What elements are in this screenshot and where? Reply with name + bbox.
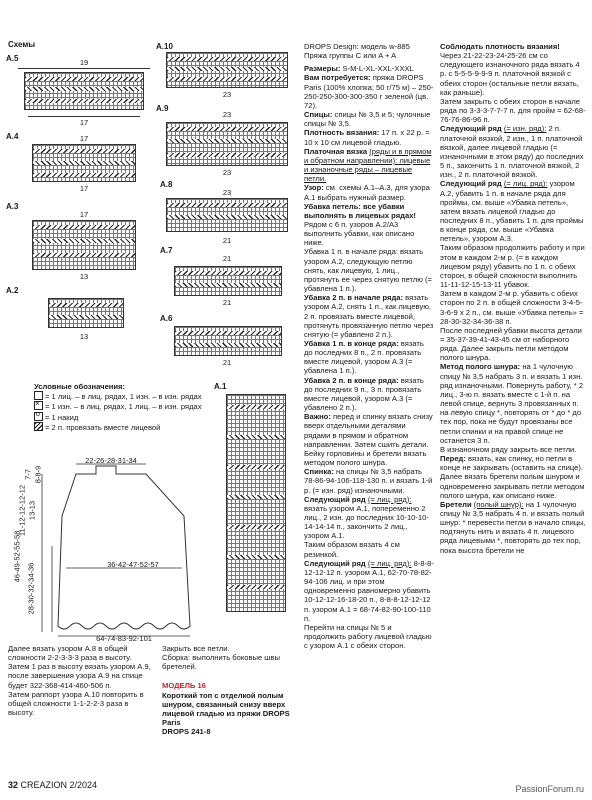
chart-a6 — [160, 314, 294, 370]
model-desc: Короткий топ с отделкой полым шнуром, связанный снизу вверх лицевой гладью из пряжи DROPS Paris — [162, 690, 290, 728]
chart-a3 — [6, 202, 150, 281]
dim-strap-2: 8-8-9 — [33, 465, 43, 484]
chart-width-bottom: 21 — [222, 298, 232, 307]
legend-item: = 1 лиц. – в лиц. рядах, 1 изн. – в изн. рядах — [34, 391, 204, 401]
chart-width-top: 19 — [79, 58, 89, 67]
legend-item: ×= 1 изн. – в лиц. рядах, 1 лиц. – в изн. рядах — [34, 401, 204, 411]
chart-grid — [166, 198, 288, 232]
chart-width-bottom: 17 — [79, 184, 89, 193]
chart-grid — [226, 394, 286, 612]
chart-a5 — [6, 54, 150, 130]
dim-strap: 7-7 — [23, 469, 33, 480]
dim-hem: 64-74-83-92-101 — [96, 634, 152, 643]
chart-a10 — [156, 42, 294, 102]
chart-width-top: 21 — [222, 254, 232, 263]
dim-top-width: 22-26-28-31-34 — [85, 456, 137, 465]
chart-width-bottom: 13 — [79, 332, 89, 341]
chart-label: A.3 — [6, 202, 19, 211]
chart-grid — [32, 144, 136, 182]
chart-a9 — [156, 104, 294, 180]
col1-text: Далее вязать узором A.8 в общей сложности 2-2-3-3-3 раза в высоту. Затем 1 раз в высоту вязать узором A.9, после завершения узора A.9 на спице будет 322-368-414-460-506 п. Затем раппорт узора A.10 повторить в общей сложности 1-1-2-2-3 раза в высоту. — [8, 644, 151, 718]
chart-width-top: 17 — [79, 134, 89, 143]
chart-label: A.8 — [160, 180, 173, 189]
chart-grid — [174, 326, 282, 356]
chart-label: A.2 — [6, 286, 19, 295]
chart-width-bottom: 13 — [79, 272, 89, 281]
chart-label: A.1 — [214, 382, 227, 391]
chart-grid — [166, 122, 288, 166]
chart-a2 — [6, 286, 150, 344]
legend-title: Условные обозначения: — [34, 382, 126, 391]
chart-width-bottom: 21 — [222, 236, 232, 245]
chart-a8 — [160, 180, 294, 248]
chart-width-top: 23 — [222, 188, 232, 197]
dim-armhole-2: 13-13 — [27, 500, 37, 521]
chart-label: A.6 — [160, 314, 173, 323]
chart-grid — [32, 220, 136, 270]
dim-armhole: 11-12-12-12-12 — [17, 484, 27, 537]
chart-grid — [24, 72, 144, 110]
chart-width-bottom: 23 — [222, 90, 232, 99]
chart-label: A.9 — [156, 104, 169, 113]
chart-a1 — [204, 384, 294, 614]
dim-chest: 36-42-47-52-57 — [107, 560, 159, 569]
chart-label: A.7 — [160, 246, 173, 255]
dim-total-height: 46-49-52-55-58 — [12, 530, 22, 583]
chart-grid — [166, 52, 288, 88]
col3-text: DROPS Design: модель w-885 Пряжа группы C или A + A Размеры: S-M-L-XL-XXL-XXXL Вам потребуется: пряжа DROPS Paris (100% хлопка; 50 г/75 м) – 250-250-250-300-300-350 г зеленой (цв. 72). Спицы: спицы № 3,5 и 5; чулочные спицы № 3,5. Плотность вязания: 17 п. х 22 р. = 10 х 10 см лицевой гладью. Платочная вязка (ряды и в прямом и обратном направлении): лицевые и изнаночные ряды – лицевые петли. Узор: см. схемы A.1–A.3, для узора A.1 выбрать нужный размер. Убавка петель: все убавки выполнять в лицевых рядах! Рядом с 6 п. узоров A.2/A3 выполнить убавки, как описано ниже. Убавка 1 п. в начале ряда: вязать узором A.2, следующую петлю снять, как лицевую, 1 лиц., протянуть ее через снятую петлю (= убавлена 1 п.). Убавка 2 п. в начале ряда: вязать узором A.2, снять 1 п., как лицевую, 2 п. провязать вместе лицевой, протянуть провязанную петлю через снятую (= убавлено 2 п.). Убавка 1 п. в конце ряда: вязать до последних 8 п., 2 п. провязать вместе лицевой, узором A.3 (= убавлена 1 п.). Убавка 2 п. в конце ряда: вязать до последних 9 п., 3 п. провязать вместе лицевой, узором A.3 (= убавлено 2 п.). Важно: перед и спинку вязать снизу вверх отдельными деталями рядами в прямом и обратном направлении. Затем сшить детали. Бейку горловины и бретели вязать методом полого шнура. Спинка: на спицы № 3,5 набрать 78-86-94-106-118-130 п. и вязать 1-й р. (= изн. ряд) изнаночными. Следующий ряд (= лиц. ряд): вязать узором A.1, попеременно 2 лиц., 2 изн. до последних 10-10-10-14-14-14 п., закончить 2 лиц., узором A.1. Таким образом вязать 4 см резинкой. Следующий ряд (= лиц. ряд): 8-8-8-12-12-12 п. узором A.1, 62-70-78-82-94-106 лиц. и при этом одновременно равномерно убавить 10-12-12-16-18-20 п., 8-8-8-12-12-12 п. узором A.1 = 68-74-82-90-100-110 п. Перейти на спицы № 5 и продолжить работу лицевой гладью с узором A.1 с обеих сторон. — [304, 42, 434, 651]
chart-width-bottom: 17 — [79, 118, 89, 127]
chart-a7 — [160, 246, 294, 310]
page-footer — [8, 780, 97, 790]
chart-label: A.5 — [6, 54, 19, 63]
col4-text: Соблюдать плотность вязания! Через 21-22-23-24-25-26 см со следующего изнаночного ряда вязать 4 р. с 5-5-5-9-9-9 п. платочной вязкой с обеих сторон (остальные петли вязать, как раньше). Затем закрыть с обеих сторон в начале ряда по 3-3-3-7-7-7 п. для пройм = 62-68-76-76-86-96 п. Следующий ряд (= изн. ряд): 2 п. платочной вязкой, 2 изн., 1 п. платочной вязкой, далее лицевой гладью (= изнаночными в этом ряду) до последних 5 п., закончить 1 п. платочной вязкой, 2 изн., 2 п. платочной вязкой. Следующий ряд (= лиц. ряд): узором A.2, убавить 1 п. в начале ряда для проймы, см. выше «Убавка петель», затем вязать лицевой гладью до последних 8 п., убавить 1 п. для проймы в конце ряда, см. выше «Убавка петель», узором A.3. Таким образом продолжить работу и при этом в каждом 2-м р. (= в каждом лицевом ряду) убавить по 1 п. с обеих сторон, в общей сложности выполнить 11-11-12-15-13-11 убавок. Затем в каждом 2-м р. убавить с обеих сторон по 2 п. в общей сложности 3-4-5-3-6-9 x 2 п., см. выше «Убавка петель» = 28-30-32-34-36-38 п. После последней убавки высота детали = 35-37-39-41-43-45 см от наборного ряда. Далее закрыть петли методом полого шнура. Метод полого шнура: на 1 чулочную спицу № 3,5 набрать 3 п. и вязать 1 изн. ряд изнаночными. Повернуть работу, * 2 лиц., 3-ю п. вязать вместе с 1-й п. на левой спице, вернуть 3 провязанных п. на левую спицу *, повторять от * до * до тех пор, пока не будут провязаны все петли спинки и на правой спице не останется 3 п. В изнаночном ряду закрыть все петли. Перед: вязать, как спинку, но петли в конце не закрывать (оставить на спице). Далее вязать бретели полым шнуром и одновременно закрывать петли методом полого шнура, как описано ниже. Бретели (полый шнур): на 1 чулочную спицу № 3,5 набрать 4 п. и вязать полый шнур: * перевести петли в начало спицы, подтянуть нить и вязать 4 п. лицевого ряда лицевыми *, повторять до тех пор, пока высота бретели не — [440, 42, 586, 555]
chart-width-bottom: 23 — [222, 168, 232, 177]
chart-a4 — [6, 132, 150, 194]
legend-item: = 2 п. провязать вместе лицевой — [34, 422, 204, 432]
dim-body-height: 28-30-32-34-36 — [26, 562, 36, 615]
yarn-over-symbol-icon — [34, 412, 43, 421]
chart-grid — [174, 266, 282, 296]
col2-text: Закрыть все петли. Сборка: выполнить боковые швы бретелей. МОДЕЛЬ 16 Короткий топ с отделкой полым шнуром, связанный снизу вверх лицевой гладью из пряжи DROPS Paris DROPS 241-8 — [162, 644, 294, 736]
legend-item: o= 1 накид — [34, 412, 204, 422]
model-code: DROPS 241-8 — [162, 727, 211, 737]
legend — [34, 382, 204, 432]
charts-header: Схемы — [8, 40, 36, 49]
chart-width-top: 23 — [222, 110, 232, 119]
page-number: 32 — [8, 780, 19, 790]
garment-schematic — [6, 456, 206, 641]
chart-width-bottom: 21 — [222, 358, 232, 367]
chart-label: A.10 — [156, 42, 173, 51]
chart-label: A.4 — [6, 132, 19, 141]
chart-grid — [48, 298, 124, 328]
model-label: МОДЕЛЬ 16 — [162, 681, 206, 691]
chart-width-top: 17 — [79, 210, 89, 219]
watermark: PassionForum.ru — [515, 784, 584, 794]
magazine-name: CREAZION 2/2024 — [20, 780, 98, 790]
k2tog-symbol-icon — [34, 422, 43, 431]
